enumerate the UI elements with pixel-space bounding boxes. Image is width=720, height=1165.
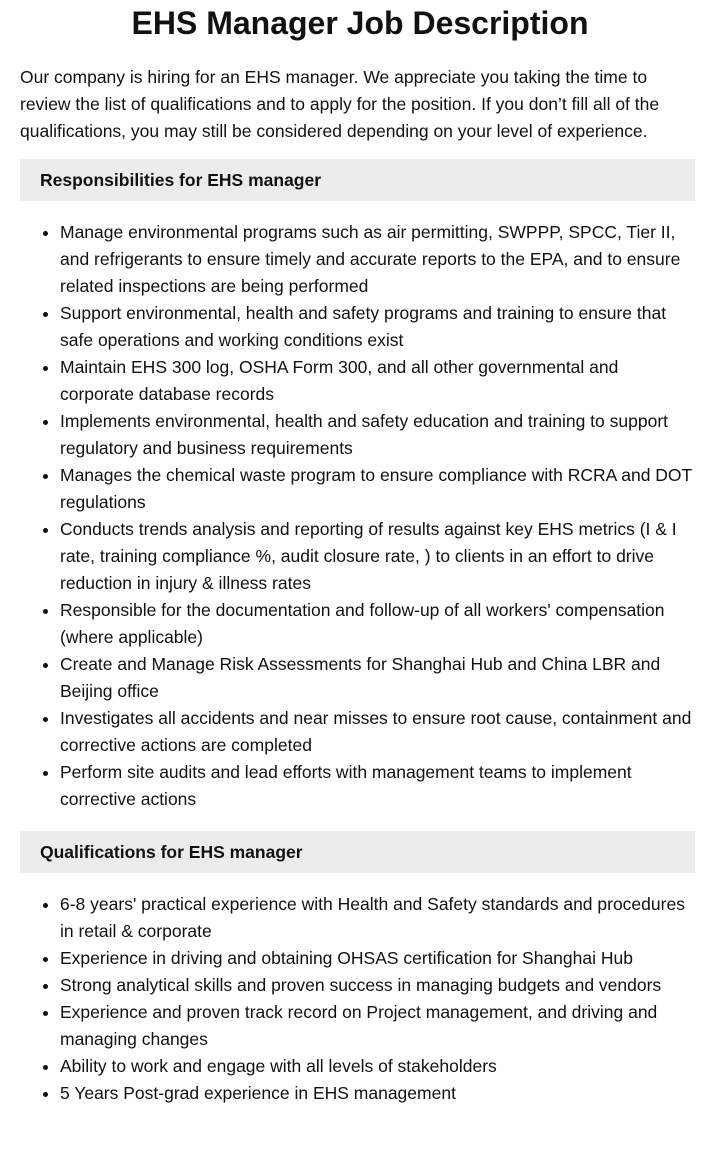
responsibilities-heading: Responsibilities for EHS manager [20,159,695,201]
qualifications-heading: Qualifications for EHS manager [20,831,695,873]
list-item: • Manage environmental programs such as air permitting, SWPPP, SPCC, Tier II, and refrigerants to ensure timely and accurate reports to the EPA, and to ensure related inspections are being performed [60,219,700,300]
list-item: • Ability to work and engage with all levels of stakeholders [60,1053,700,1080]
list-item: • Experience and proven track record on Project management, and driving and managing changes [60,999,700,1053]
list-item: • Responsible for the documentation and follow-up of all workers' compensation (where applicable) [60,597,700,651]
list-item: • Perform site audits and lead efforts with management teams to implement corrective actions [60,759,700,813]
list-item: • Manages the chemical waste program to ensure compliance with RCRA and DOT regulations [60,462,700,516]
qualifications-list [0,891,700,1107]
intro-text: Our company is hiring for an EHS manager. We appreciate you taking the time to review the list of qualifications and to apply for the position. If you don’t fill all of the qualifications, you may still be considered depending on your level of experience. [20,67,660,141]
list-item: • Create and Manage Risk Assessments for Shanghai Hub and China LBR and Beijing office [60,651,700,705]
list-item: • Maintain EHS 300 log, OSHA Form 300, and all other governmental and corporate database records [60,354,700,408]
list-item: • 5 Years Post-grad experience in EHS management [60,1080,700,1107]
list-item: • Support environmental, health and safety programs and training to ensure that safe operations and working conditions exist [60,300,700,354]
list-item: • Experience in driving and obtaining OHSAS certification for Shanghai Hub [60,945,700,972]
responsibilities-list [0,219,700,813]
list-item: • 6-8 years' practical experience with Health and Safety standards and procedures in retail & corporate [60,891,700,945]
list-item: • Investigates all accidents and near misses to ensure root cause, containment and corrective actions are completed [60,705,700,759]
list-item: • Implements environmental, health and safety education and training to support regulatory and business requirements [60,408,700,462]
list-item: • Conducts trends analysis and reporting of results against key EHS metrics (I & I rate, training compliance %, audit closure rate, ) to clients in an effort to drive reduction in injury & illness rates [60,516,700,597]
page-title: EHS Manager Job Description [131,5,589,41]
list-item: • Strong analytical skills and proven success in managing budgets and vendors [60,972,700,999]
